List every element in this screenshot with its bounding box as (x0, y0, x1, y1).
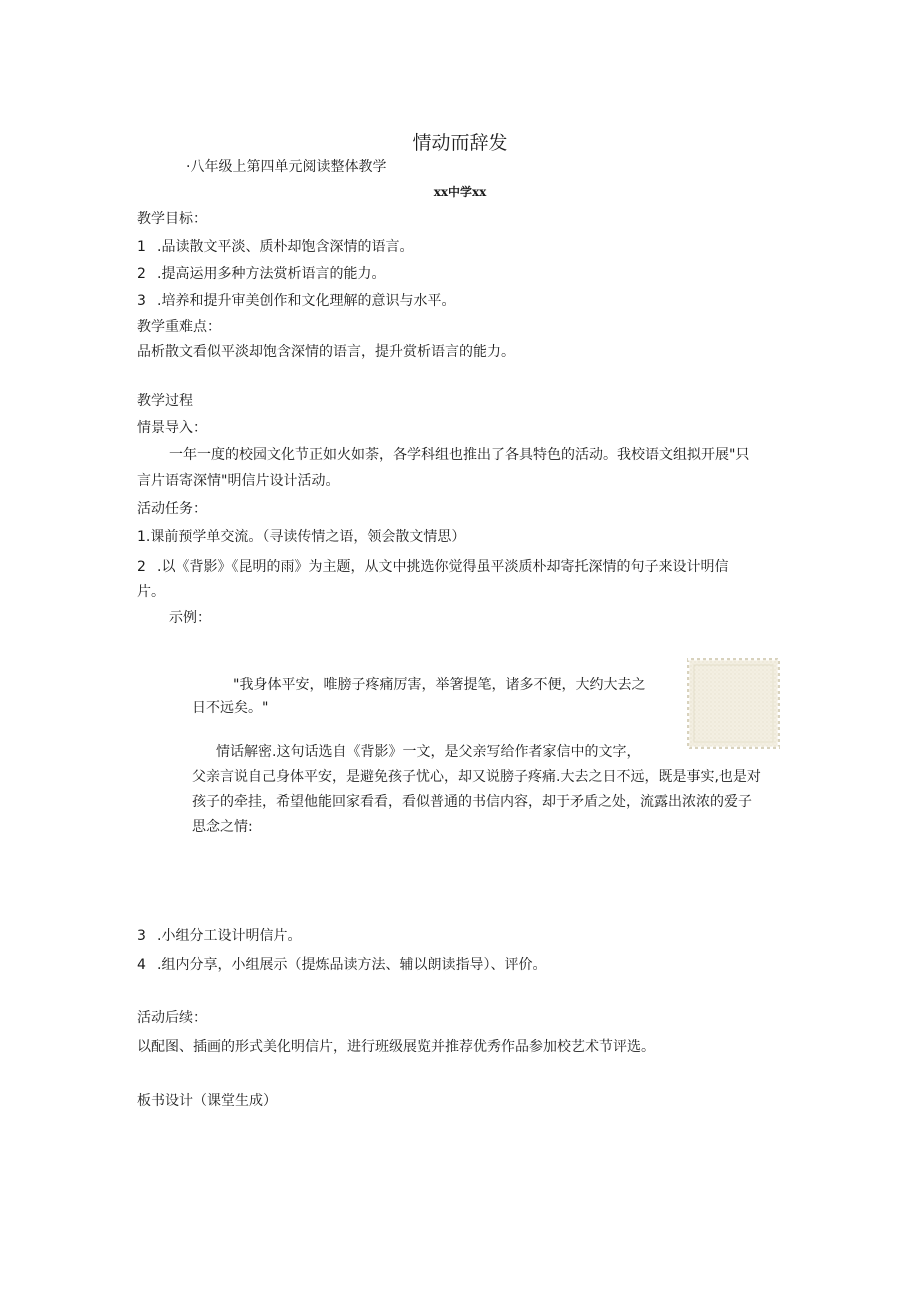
followup-heading: 活动后续： (137, 1010, 207, 1026)
goal-item-text: .品读散文平淡、质朴却饱含深情的语言。 (157, 239, 414, 255)
example-label: 示例： (169, 610, 211, 626)
example-quote-line-1: "我身体平安，唯膀子疼痛厉害，举箸提笔，诸多不便，大约大去之 (233, 677, 646, 693)
task-text: .以《背影》《昆明的雨》为主题，从文中挑选你觉得虽平淡质朴却寄托深情的句子来设计明信 (157, 559, 729, 575)
goal-item-text: .提高运用多种方法赏析语言的能力。 (157, 266, 386, 282)
postage-stamp-image (686, 657, 781, 750)
task-text: .小组分工设计明信片。 (157, 928, 302, 944)
tasks-heading: 活动任务： (137, 501, 207, 517)
document-title: 情动而辞发 (412, 132, 508, 154)
intro-paragraph-line-2: 言片语寄深情"明信片设计活动。 (137, 473, 340, 489)
school-name: xx中学xx (433, 185, 487, 199)
document-subtitle: ·八年级上第四单元阅读整体教学 (186, 159, 387, 175)
goals-heading: 教学目标： (137, 211, 207, 227)
board-design-text: 板书设计（课堂生成） (137, 1093, 277, 1109)
goal-item-number: 3 (137, 293, 146, 309)
example-quote-line-2: 日不远矣。" (192, 700, 269, 716)
goal-item-number: 2 (137, 266, 146, 282)
task-number: 3 (137, 928, 146, 944)
followup-text: 以配图、插画的形式美化明信片，进行班级展览并推荐优秀作品参加校艺术节评选。 (137, 1039, 655, 1055)
key-points-text: 品析散文看似平淡却饱含深情的语言，提升赏析语言的能力。 (137, 344, 515, 360)
intro-heading: 情景导入： (137, 420, 207, 436)
goal-item-text: .培养和提升审美创作和文化理解的意识与水平。 (157, 293, 456, 309)
decode-line-4: 思念之情: (192, 819, 253, 835)
task-number: 4 (137, 957, 146, 973)
goal-item-number: 1 (137, 239, 146, 255)
task-text-continued: 片。 (137, 584, 165, 600)
process-heading: 教学过程 (137, 393, 193, 409)
decode-line-2: 父亲言说自己身体平安，是避免孩子忧心，却又说膀子疼痛.大去之日不远，既是事实,也是对 (192, 769, 761, 785)
decode-line-3: 孩子的牵挂，希望他能回家看看，看似普通的书信内容，却于矛盾之处，流露出浓浓的爱子 (192, 794, 752, 810)
decode-line-1: 情话解密.这句话选自《背影》一文，是父亲写给作者家信中的文字， (216, 744, 641, 760)
task-number: 2 (137, 559, 146, 575)
key-points-heading: 教学重难点： (137, 319, 221, 335)
task-text: .组内分享，小组展示（提炼品读方法、辅以朗读指导）、评价。 (157, 957, 547, 973)
intro-paragraph-line-1: 一年一度的校园文化节正如火如荼，各学科组也推出了各具特色的活动。我校语文组拟开展"只 (169, 447, 750, 463)
task-1: 1.课前预学单交流。（寻读传情之语，领会散文情思） (137, 529, 466, 545)
